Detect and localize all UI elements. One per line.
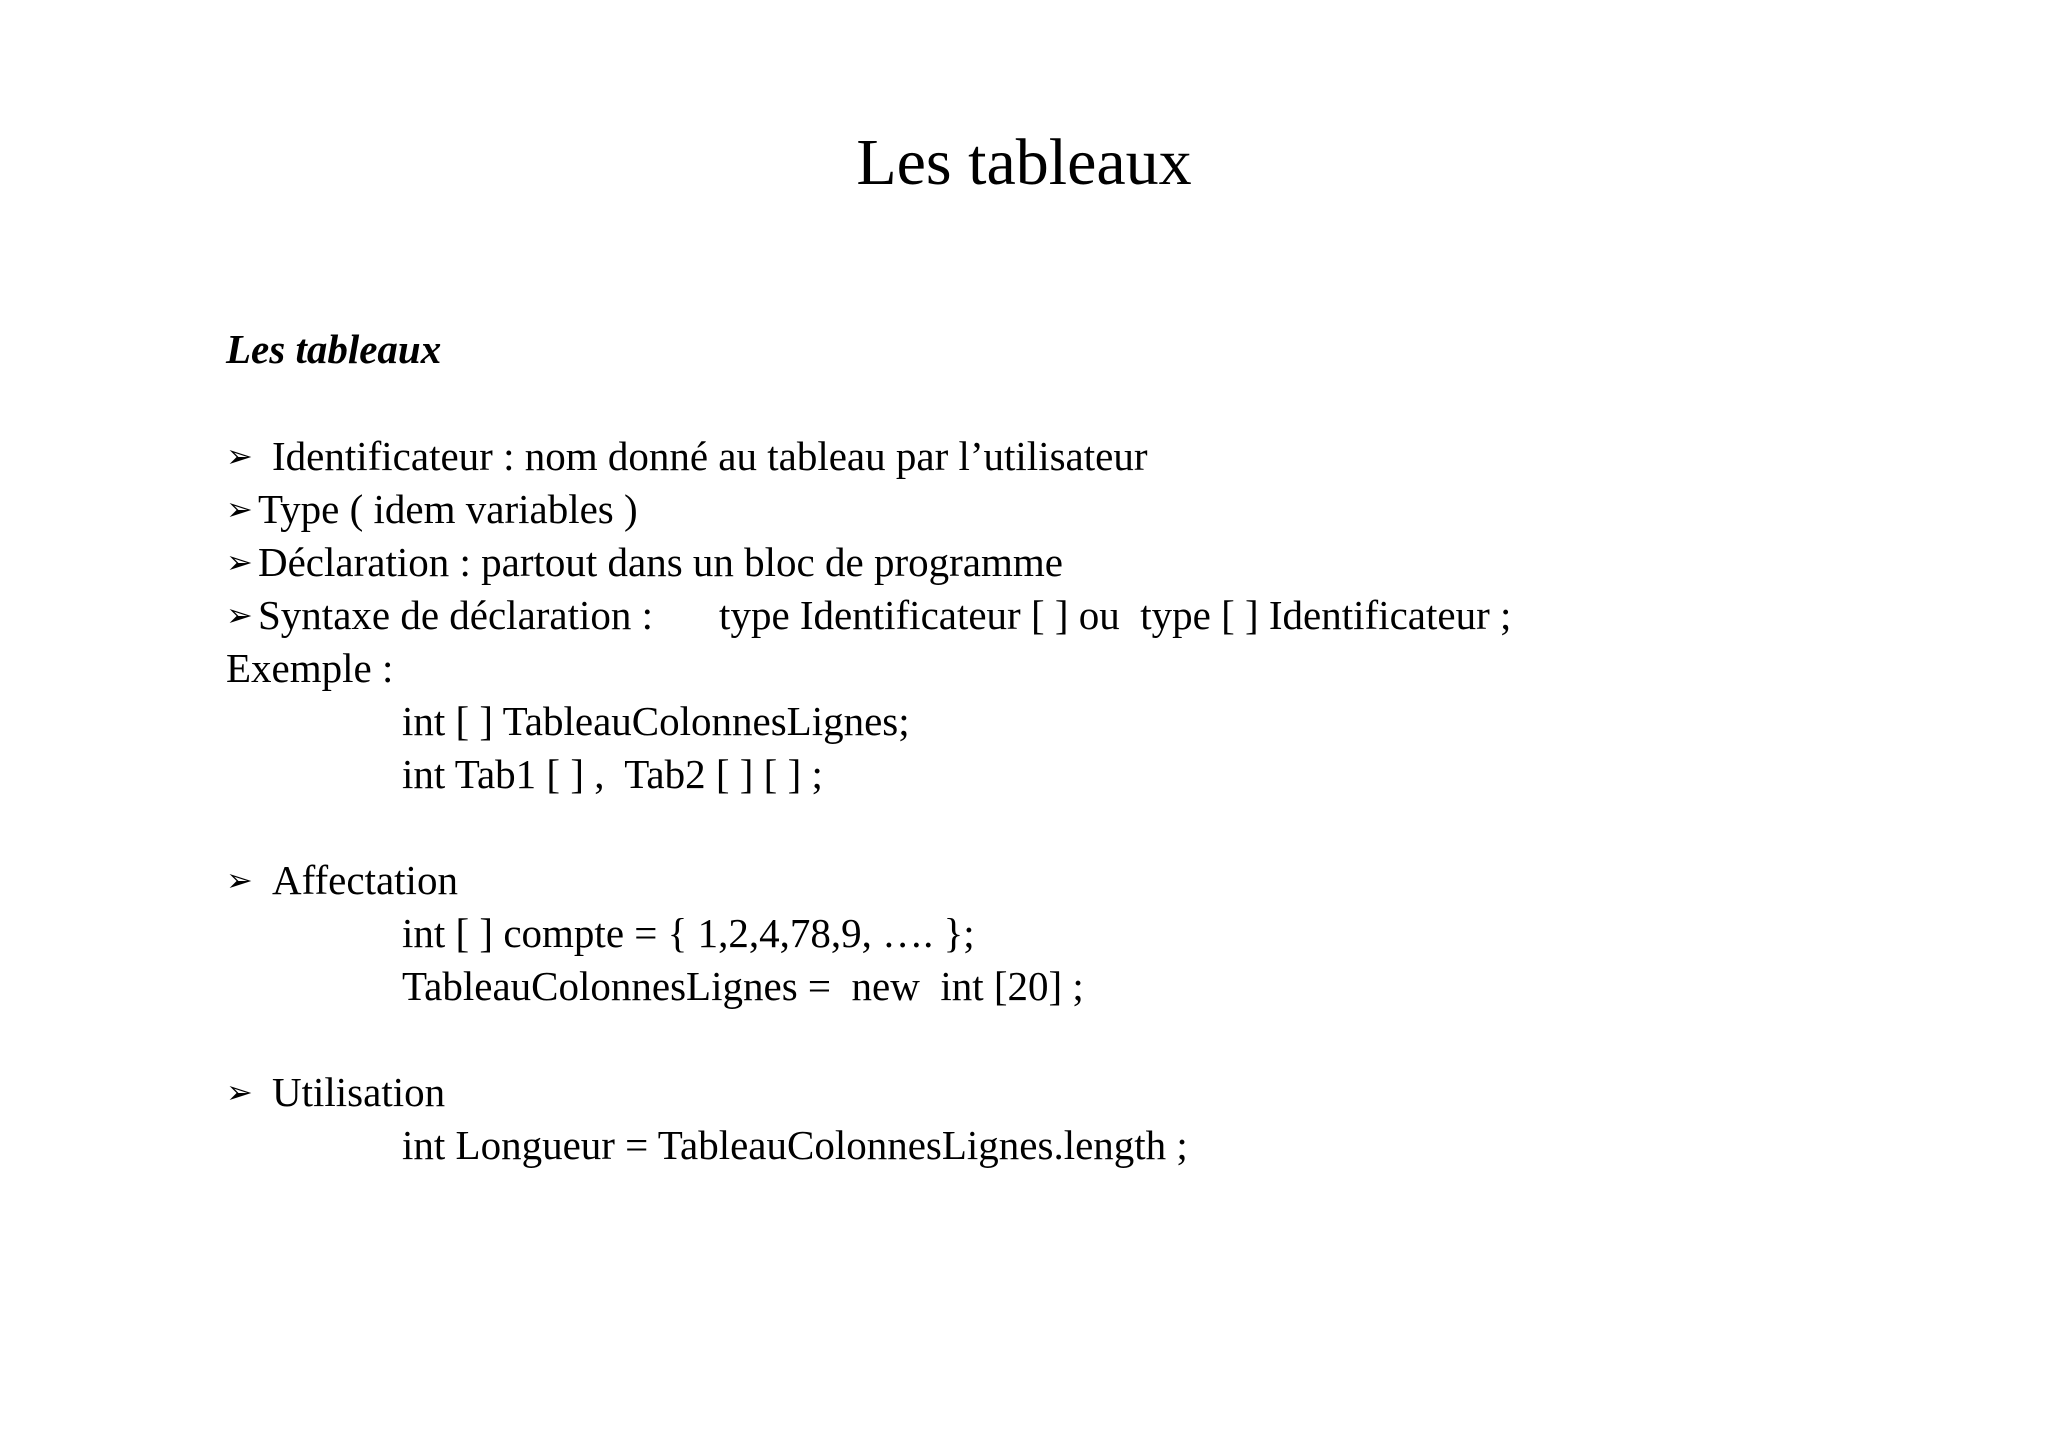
page-title: Les tableaux <box>856 126 1192 199</box>
syntaxe-label: Syntaxe de déclaration : <box>258 592 654 638</box>
bullet-text: Affectation <box>272 857 458 903</box>
bullet-text: Type ( idem variables ) <box>258 486 638 532</box>
bullet-text: Utilisation <box>272 1069 446 1115</box>
bullet-declaration <box>226 538 1063 587</box>
code-line: int Tab1 [ ] , Tab2 [ ] [ ] ; <box>402 751 823 797</box>
arrowhead-bullet-icon: ➢ <box>226 596 253 634</box>
arrowhead-bullet-icon: ➢ <box>226 1073 253 1111</box>
bullet-text: Déclaration : partout dans un bloc de programme <box>258 539 1063 585</box>
code-line: int [ ] compte = { 1,2,4,78,9, …. }; <box>402 910 975 956</box>
syntaxe-value: type Identificateur [ ] ou type [ ] Identificateur ; <box>719 592 1512 638</box>
arrowhead-bullet-icon: ➢ <box>226 437 253 475</box>
bullet-type <box>226 485 638 534</box>
bullet-syntaxe <box>226 591 1511 640</box>
bullet-text: Identificateur : nom donné au tableau par l’utilisateur <box>272 433 1148 479</box>
code-line: int Longueur = TableauColonnesLignes.length ; <box>402 1122 1188 1168</box>
exemple-label: Exemple : <box>226 645 394 691</box>
section-heading: Les tableaux <box>226 326 442 372</box>
arrowhead-bullet-icon: ➢ <box>226 861 253 899</box>
bullet-utilisation <box>226 1068 445 1117</box>
code-line: int [ ] TableauColonnesLignes; <box>402 698 910 744</box>
arrowhead-bullet-icon: ➢ <box>226 543 253 581</box>
code-line: TableauColonnesLignes = new int [20] ; <box>402 963 1084 1009</box>
bullet-identificateur <box>226 432 1147 481</box>
arrowhead-bullet-icon: ➢ <box>226 490 253 528</box>
bullet-affectation <box>226 856 458 905</box>
